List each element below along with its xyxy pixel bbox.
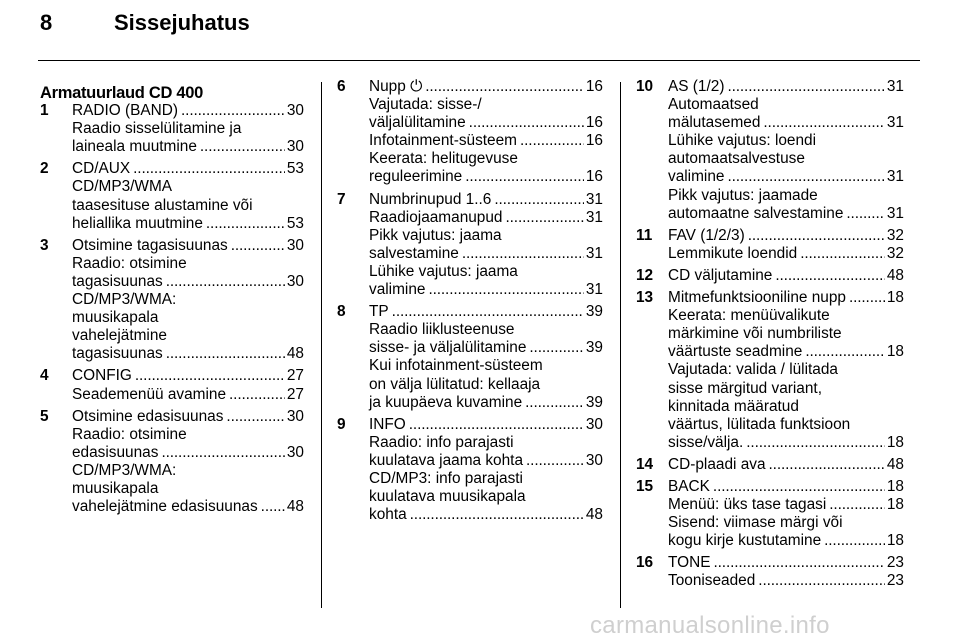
column-3 [636, 78, 904, 595]
page-reference: 31 [585, 208, 603, 226]
dot-leader [135, 367, 285, 385]
entry-number: 8 [337, 303, 346, 321]
entry-line [369, 357, 603, 375]
entry-line [72, 408, 304, 426]
entry-text: muusikapala [72, 309, 159, 327]
entry-line [369, 434, 603, 452]
entry-line [668, 325, 904, 343]
entry-line [668, 514, 904, 532]
entry-text: automaatne salvestamine [668, 204, 844, 222]
entry-text: CD/MP3/WMA: [72, 291, 177, 309]
page-reference: 18 [886, 433, 904, 451]
entry-text: Mitmefunktsiooniline nupp [668, 289, 846, 307]
entry-text: vahelejätmine [72, 327, 167, 345]
entry-line [72, 480, 304, 498]
page-reference: 39 [585, 303, 603, 321]
entry-text: vahelejätmine edasisuunas [72, 498, 258, 516]
entry-line [668, 416, 904, 434]
page-reference: 30 [585, 451, 603, 469]
page-reference: 32 [886, 244, 904, 262]
entry-line [369, 96, 603, 114]
entry-text: CD/AUX [72, 160, 131, 178]
entry-text: CD/MP3: info parajasti [369, 469, 523, 487]
entry-text: kinnitada määratud [668, 397, 799, 415]
entry-line [369, 303, 603, 321]
entry-line [369, 416, 603, 434]
page-reference: 16 [585, 78, 603, 95]
entry-line [668, 572, 904, 590]
entry-number: 12 [636, 266, 654, 284]
index-entry [636, 478, 904, 550]
page-reference: 31 [886, 114, 904, 132]
index-entry [636, 78, 904, 223]
page-reference: 31 [886, 204, 904, 222]
entry-text: RADIO (BAND) [72, 102, 179, 120]
page-reference: 53 [286, 214, 304, 232]
entry-line [668, 227, 904, 245]
dot-leader [775, 267, 885, 285]
index-entry [636, 267, 904, 285]
entry-line [72, 444, 304, 462]
entry-text: FAV (1/2/3) [668, 226, 745, 244]
header-rule [38, 60, 920, 61]
page-reference: 30 [286, 272, 304, 290]
dot-leader [520, 132, 584, 150]
page-reference: 48 [886, 455, 904, 473]
entry-text: märkimine või numbriliste [668, 325, 842, 343]
entry-text: valimine [369, 281, 426, 299]
entry-text: Lühike vajutus: jaama [369, 262, 518, 280]
entry-text: Raadio: info parajasti [369, 433, 514, 451]
entry-line [668, 150, 904, 168]
entry-line [668, 114, 904, 132]
entry-text: TP [369, 303, 389, 321]
dot-leader [805, 343, 885, 361]
index-entry [636, 227, 904, 263]
entry-line [369, 150, 603, 168]
index-entry [40, 102, 304, 156]
entry-line [369, 209, 603, 227]
dot-leader [824, 532, 885, 550]
entry-line [72, 309, 304, 327]
dot-leader [409, 416, 584, 434]
entry-text: Otsimine tagasisuunas [72, 236, 228, 254]
entry-text: Otsimine edasisuunas [72, 407, 224, 425]
page-reference: 48 [286, 345, 304, 363]
dot-leader [392, 303, 584, 321]
entry-text: Keerata: menüüvalikute [668, 307, 830, 325]
entry-line [369, 132, 603, 150]
entry-line [72, 327, 304, 345]
entry-text: salvestamine [369, 244, 459, 262]
entry-text: kohta [369, 506, 407, 524]
entry-line [668, 496, 904, 514]
page-reference: 23 [886, 554, 904, 572]
index-entry [40, 408, 304, 517]
dot-leader [769, 456, 885, 474]
entry-text: Lühike vajutus: loendi [668, 132, 817, 150]
entry-line [369, 376, 603, 394]
entry-line [668, 532, 904, 550]
page-reference: 31 [886, 78, 904, 95]
entry-line [668, 361, 904, 379]
page-reference: 23 [886, 572, 904, 590]
page-reference: 30 [286, 443, 304, 461]
entry-line [72, 255, 304, 273]
entry-line [369, 245, 603, 263]
dot-leader [425, 78, 584, 96]
entry-line [72, 138, 304, 156]
entry-text: CD/MP3/WMA [72, 178, 173, 196]
dot-leader [829, 496, 885, 514]
entry-line [668, 78, 904, 96]
index-entry [337, 78, 603, 187]
dot-leader [428, 281, 583, 299]
entry-line [72, 102, 304, 120]
entry-line [369, 321, 603, 339]
entry-line [668, 398, 904, 416]
entry-text: INFO [369, 415, 406, 433]
entry-number: 2 [40, 160, 49, 178]
entry-text: väljalülitamine [369, 114, 466, 132]
entry-line [369, 281, 603, 299]
entry-number: 4 [40, 367, 49, 385]
dot-leader [526, 452, 584, 470]
entry-line [72, 291, 304, 309]
index-entry [337, 303, 603, 412]
page-reference: 16 [585, 168, 603, 186]
entry-line [369, 263, 603, 281]
column-3-entries [636, 78, 904, 591]
page-reference: 39 [585, 393, 603, 411]
entry-line [668, 205, 904, 223]
page-reference: 18 [886, 343, 904, 361]
entry-text: TONE [668, 554, 711, 572]
entry-text: Raadiojaamanupud [369, 208, 503, 226]
dot-leader [161, 444, 284, 462]
entry-text: kuulatava jaama kohta [369, 451, 524, 469]
page-reference: 18 [886, 496, 904, 514]
page-reference: 27 [286, 385, 304, 403]
entry-line [668, 289, 904, 307]
entry-text: muusikapala [72, 479, 159, 497]
page-reference: 30 [585, 415, 603, 433]
entry-line [668, 187, 904, 205]
dot-leader [261, 498, 285, 516]
entry-text: valimine [668, 168, 725, 186]
page-reference: 53 [286, 160, 304, 178]
entry-text: sisse/välja. [668, 433, 744, 451]
entry-text: Automaatsed [668, 96, 759, 114]
dot-leader [525, 394, 584, 412]
entry-line [72, 160, 304, 178]
dot-leader [462, 245, 584, 263]
dot-leader [465, 168, 584, 186]
dot-leader [166, 273, 285, 291]
entry-line [72, 215, 304, 233]
entry-line [668, 343, 904, 361]
index-entry [636, 554, 904, 590]
entry-text: CD väljutamine [668, 266, 773, 284]
entry-text: mälutasemed [668, 114, 761, 132]
page-reference: 27 [286, 367, 304, 385]
entry-line [668, 434, 904, 452]
entry-line [369, 339, 603, 357]
entry-number: 13 [636, 289, 654, 307]
entry-line [668, 132, 904, 150]
entry-text: tagasisuunas [72, 272, 163, 290]
entry-line [369, 470, 603, 488]
entry-line [668, 554, 904, 572]
page-reference: 48 [886, 266, 904, 284]
entry-line [72, 498, 304, 516]
entry-text: Infotainment-süsteem [369, 132, 517, 150]
entry-number: 9 [337, 415, 346, 433]
dot-leader [469, 114, 584, 132]
entry-line [369, 227, 603, 245]
dot-leader [846, 205, 884, 223]
entry-text: heliallika muutmine [72, 214, 203, 232]
entry-number: 3 [40, 236, 49, 254]
entry-text: Raadio sisselülitamine ja [72, 120, 242, 138]
entry-text: Nupp ⏻ [369, 78, 423, 95]
entry-text: Tooniseaded [668, 572, 756, 590]
entry-line [72, 345, 304, 363]
page-reference: 31 [886, 168, 904, 186]
entry-line [72, 273, 304, 291]
entry-text: Raadio: otsimine [72, 425, 187, 443]
entry-line [72, 426, 304, 444]
entry-text: reguleerimine [369, 168, 463, 186]
dot-leader [727, 78, 884, 96]
section-title: Armatuurlaud CD 400 [40, 84, 204, 102]
entry-text: taasesituse alustamine või [72, 196, 253, 214]
entry-text: on välja lülitatud: kellaaja [369, 375, 541, 393]
entry-line [668, 307, 904, 325]
entry-line [72, 237, 304, 255]
entry-line [369, 394, 603, 412]
entry-line [369, 452, 603, 470]
dot-leader [229, 386, 285, 404]
dot-leader [133, 160, 285, 178]
column-2-entries [337, 78, 603, 524]
page-reference: 31 [585, 244, 603, 262]
dot-leader [763, 114, 884, 132]
entry-number: 16 [636, 554, 654, 572]
entry-text: sisse- ja väljalülitamine [369, 339, 527, 357]
entry-number: 1 [40, 102, 49, 120]
entry-text: edasisuunas [72, 443, 159, 461]
entry-line [668, 478, 904, 496]
entry-text: Kui infotainment-süsteem [369, 357, 543, 375]
page-reference: 32 [886, 226, 904, 244]
dot-leader [727, 168, 884, 186]
entry-text: Menüü: üks tase tagasi [668, 496, 827, 514]
entry-line [369, 506, 603, 524]
entry-text: Pikk vajutus: jaamade [668, 186, 818, 204]
dot-leader [713, 554, 884, 572]
entry-text: Raadio: otsimine [72, 254, 187, 272]
entry-line [72, 178, 304, 196]
index-entry [337, 416, 603, 525]
entry-line [668, 380, 904, 398]
entry-text: Raadio liiklusteenuse [369, 321, 515, 339]
entry-line [72, 367, 304, 385]
dot-leader [713, 478, 885, 496]
entry-line [72, 386, 304, 404]
dot-leader [800, 245, 885, 263]
entry-text: Pikk vajutus: jaama [369, 226, 502, 244]
page-reference: 18 [886, 532, 904, 550]
entry-line [668, 456, 904, 474]
dot-leader [849, 289, 885, 307]
page-reference: 18 [886, 477, 904, 495]
dot-leader [226, 408, 284, 426]
entry-line [72, 120, 304, 138]
dot-leader [166, 345, 285, 363]
column-1-entries [40, 102, 304, 516]
dot-leader [494, 191, 584, 209]
index-entry [40, 237, 304, 364]
entry-text: Seademenüü avamine [72, 385, 227, 403]
dot-leader [748, 227, 885, 245]
entry-text: väärtus, lülitada funktsioon [668, 415, 851, 433]
entry-text: Numbrinupud 1..6 [369, 190, 492, 208]
dot-leader [200, 138, 285, 156]
entry-text: tagasisuunas [72, 345, 163, 363]
entry-text: Vajutada: valida / lülitada [668, 361, 838, 379]
column-2 [337, 78, 603, 528]
entry-line [668, 96, 904, 114]
page-number: 8 [40, 10, 53, 35]
entry-text: automaatsalvestuse [668, 150, 805, 168]
entry-number: 11 [636, 226, 653, 244]
index-entry [337, 191, 603, 300]
entry-number: 14 [636, 455, 654, 473]
column-1 [40, 78, 304, 520]
entry-line [369, 488, 603, 506]
entry-number: 10 [636, 78, 654, 95]
entry-text: kogu kirje kustutamine [668, 532, 822, 550]
entry-text: CONFIG [72, 367, 132, 385]
dot-leader [181, 102, 285, 120]
page-reference: 31 [585, 281, 603, 299]
entry-text: BACK [668, 477, 710, 495]
column-divider-2 [620, 82, 621, 608]
page-reference: 30 [286, 407, 304, 425]
entry-line [72, 197, 304, 215]
dot-leader [746, 434, 885, 452]
entry-text: CD-plaadi ava [668, 455, 766, 473]
column-divider-1 [321, 82, 322, 608]
page-reference: 39 [585, 339, 603, 357]
watermark: carmanualsonline.info [590, 612, 830, 639]
entry-text: laineala muutmine [72, 138, 197, 156]
page-title: Sissejuhatus [114, 10, 250, 35]
entry-text: sisse märgitud variant, [668, 379, 822, 397]
entry-line [369, 114, 603, 132]
page-reference: 31 [585, 190, 603, 208]
page-reference: 18 [886, 289, 904, 307]
entry-line [668, 267, 904, 285]
entry-text: CD/MP3/WMA: [72, 461, 177, 479]
dot-leader [410, 506, 584, 524]
page-reference: 16 [585, 132, 603, 150]
entry-line [668, 168, 904, 186]
entry-text: AS (1/2) [668, 78, 725, 95]
page-reference: 30 [286, 236, 304, 254]
dot-leader [206, 215, 285, 233]
entry-number: 15 [636, 477, 654, 495]
entry-text: ja kuupäeva kuvamine [369, 393, 523, 411]
entry-number: 7 [337, 190, 346, 208]
entry-text: Sisend: viimase märgi või [668, 514, 843, 532]
entry-text: kuulatava muusikapala [369, 488, 526, 506]
page-reference: 30 [286, 138, 304, 156]
index-entry [40, 160, 304, 232]
entry-number: 6 [337, 78, 346, 95]
dot-leader [231, 237, 285, 255]
entry-number: 5 [40, 407, 49, 425]
dot-leader [529, 339, 583, 357]
entry-line [72, 462, 304, 480]
page-reference: 48 [585, 506, 603, 524]
entry-text: väärtuste seadmine [668, 343, 803, 361]
dot-leader [758, 572, 885, 590]
page-reference: 30 [286, 102, 304, 120]
page-reference: 48 [286, 498, 304, 516]
page-reference: 16 [585, 114, 603, 132]
dot-leader [506, 209, 584, 227]
entry-text: Lemmikute loendid [668, 244, 798, 262]
entry-line [369, 168, 603, 186]
index-entry [636, 456, 904, 474]
entry-line [369, 191, 603, 209]
entry-line [668, 245, 904, 263]
index-entry [40, 367, 304, 403]
entry-text: Keerata: helitugevuse [369, 150, 518, 168]
index-entry [636, 289, 904, 452]
entry-line [369, 78, 603, 96]
entry-text: Vajutada: sisse-/ [369, 96, 482, 114]
